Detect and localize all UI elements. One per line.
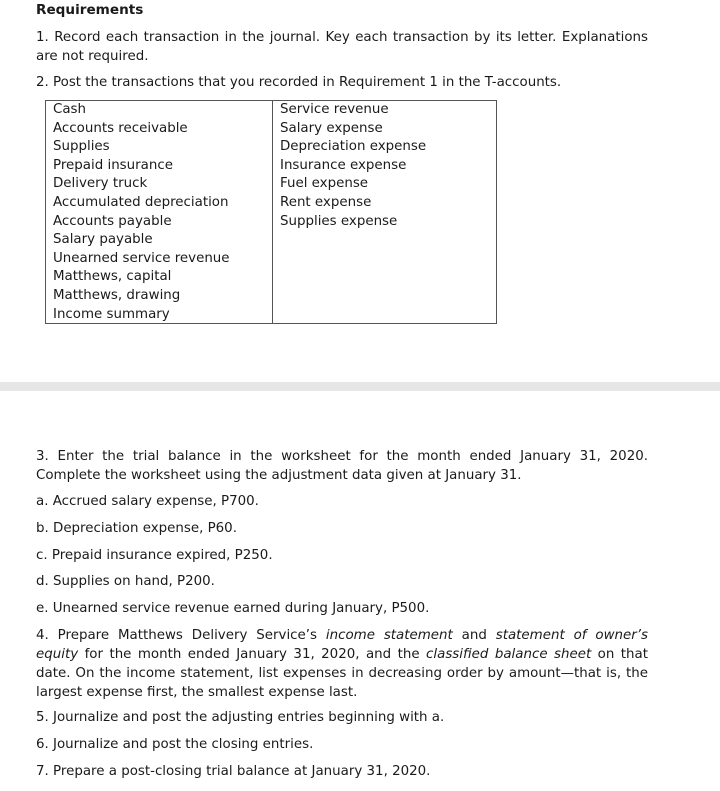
account-item: Matthews, drawing — [53, 287, 181, 303]
owners-equity-term: statement of owner’s equity — [36, 628, 648, 662]
requirements-heading: Requirements — [36, 2, 144, 18]
account-item: Rent expense — [280, 194, 372, 210]
accounts-table — [45, 100, 497, 324]
adjustment-a: a. Accrued salary expense, P700. — [36, 494, 259, 509]
account-item: Accounts payable — [53, 213, 172, 229]
account-item: Accounts receivable — [53, 120, 188, 136]
section-divider — [0, 382, 720, 391]
requirement-4 — [36, 626, 648, 702]
adjustment-e: e. Unearned service revenue earned during January, P500. — [36, 601, 430, 616]
requirement-1: 1. Record each transaction in the journal. Key each transaction by its letter. Explanations are not required. — [36, 30, 648, 64]
accounts-right-column — [273, 101, 496, 323]
account-item: Salary payable — [53, 232, 153, 248]
account-item: Depreciation expense — [280, 139, 427, 155]
requirement-3: 3. Enter the trial balance in the worksheet for the month ended January 31, 2020. Complete the worksheet using the adjustment data given at January 31. — [36, 449, 648, 483]
requirement-4-text: and — [452, 628, 496, 643]
account-item: Fuel expense — [280, 176, 369, 192]
adjustment-c: c. Prepaid insurance expired, P250. — [36, 548, 273, 563]
account-item: Service revenue — [280, 102, 389, 117]
account-item: Salary expense — [280, 120, 383, 136]
account-item: Unearned service revenue — [53, 250, 230, 266]
balance-sheet-term: classified balance sheet — [426, 647, 592, 662]
account-item: Delivery truck — [53, 176, 148, 192]
requirement-2: 2. Post the transactions that you recorded in Requirement 1 in the T-accounts. — [36, 75, 562, 90]
requirement-4-text: for the month ended January 31, 2020, and the — [78, 647, 427, 662]
requirement-5: 5. Journalize and post the adjusting entries beginning with a. — [36, 710, 445, 725]
requirement-4-text: on that date. On the income statement, list expenses in decreasing order by amount—that is, the largest expense first, the smallest expense last. — [36, 647, 648, 700]
requirement-6: 6. Journalize and post the closing entries. — [36, 737, 314, 752]
account-item: Supplies expense — [280, 213, 398, 229]
account-item: Matthews, capital — [53, 269, 172, 285]
account-item: Supplies — [53, 139, 110, 155]
account-item: Cash — [53, 102, 87, 117]
adjustment-d: d. Supplies on hand, P200. — [36, 574, 215, 589]
account-item: Insurance expense — [280, 157, 407, 173]
account-item: Income summary — [53, 306, 170, 322]
accounts-left-column — [46, 101, 273, 323]
account-item: Accumulated depreciation — [53, 194, 229, 210]
account-item: Prepaid insurance — [53, 157, 173, 173]
requirement-7: 7. Prepare a post-closing trial balance at January 31, 2020. — [36, 764, 431, 779]
requirement-4-text: 4. Prepare Matthews Delivery Service’s — [36, 628, 326, 643]
adjustment-b: b. Depreciation expense, P60. — [36, 521, 237, 536]
income-statement-term: income statement — [325, 628, 453, 643]
